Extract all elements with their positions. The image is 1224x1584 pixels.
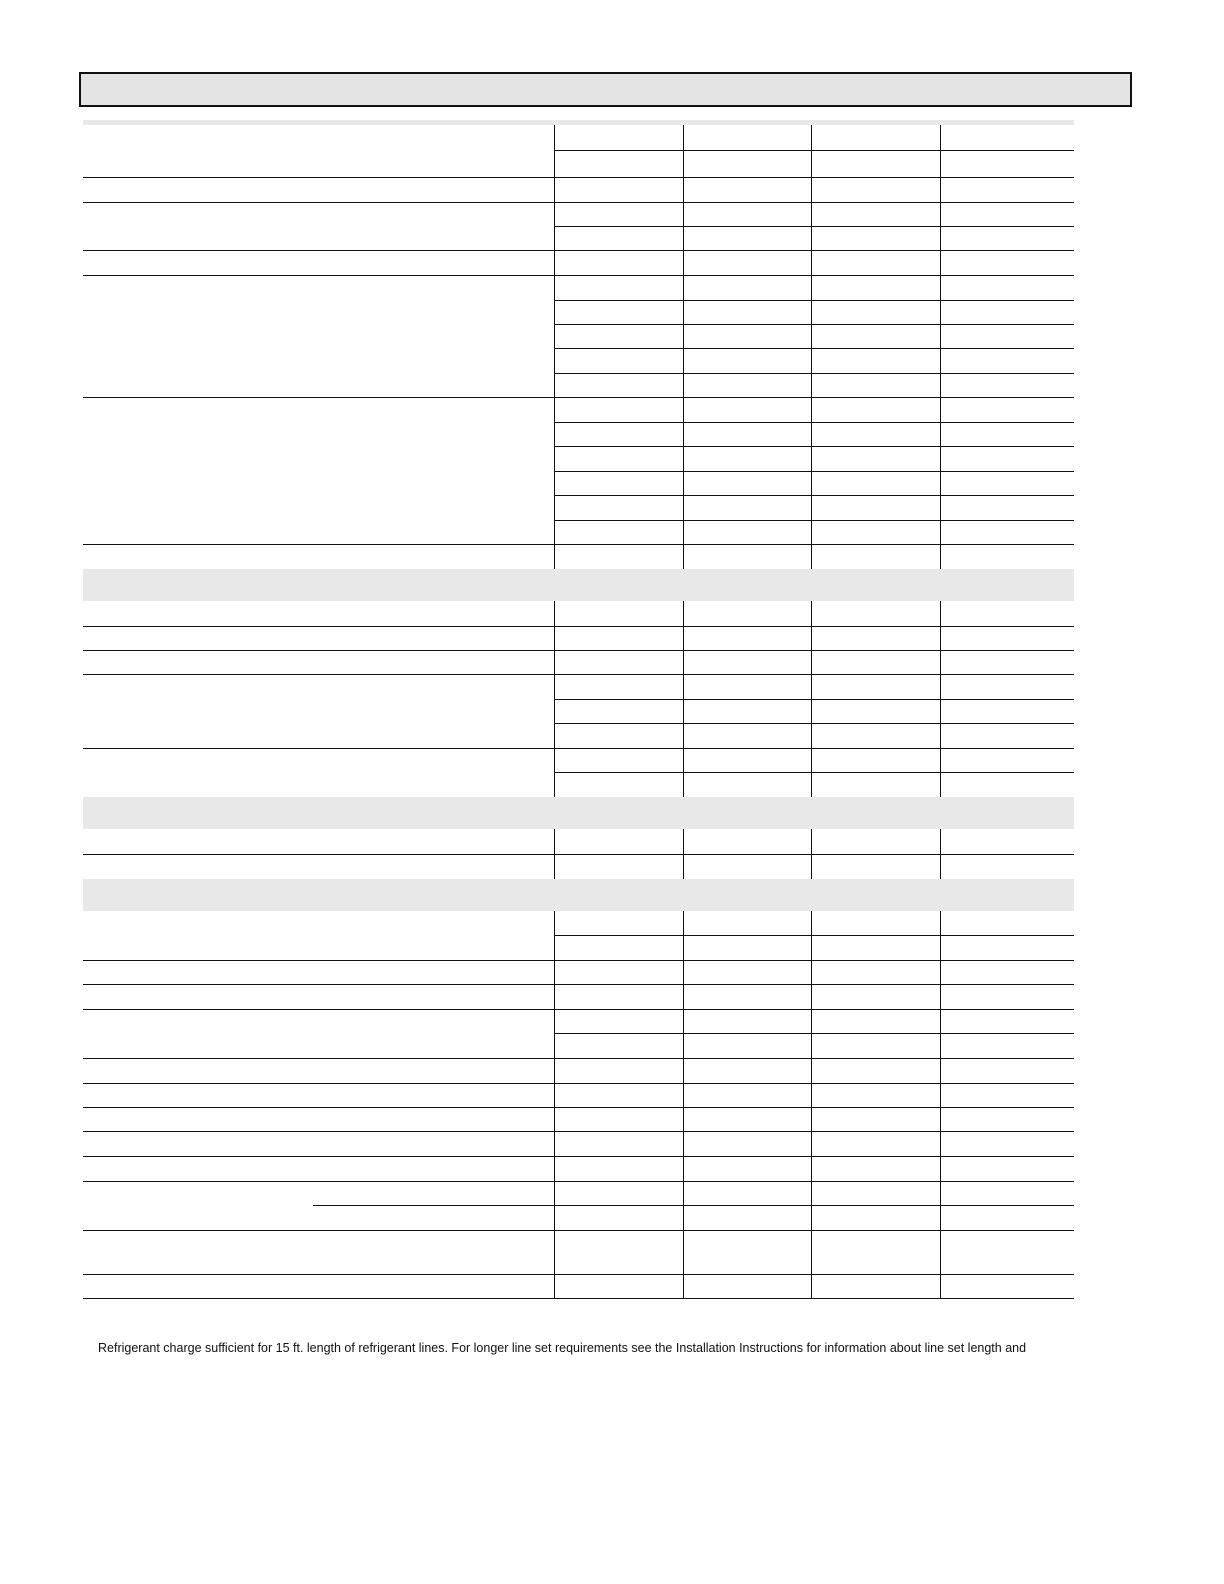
table-subrow-divider bbox=[554, 935, 1074, 936]
table-column-divider bbox=[940, 829, 941, 879]
table-row-divider bbox=[83, 397, 1074, 398]
table-subrow-divider bbox=[554, 520, 1074, 521]
table-row-divider bbox=[83, 1058, 1074, 1059]
table-column-divider bbox=[940, 601, 941, 797]
table-row-divider bbox=[83, 854, 1074, 855]
table-subrow-divider bbox=[554, 422, 1074, 423]
table-row-divider bbox=[83, 177, 1074, 178]
table-row-divider bbox=[83, 250, 1074, 251]
table-column-divider bbox=[554, 829, 555, 879]
table-row-divider bbox=[83, 1156, 1074, 1157]
table-row-divider bbox=[83, 275, 1074, 276]
table-subrow-divider bbox=[554, 226, 1074, 227]
table-row-divider bbox=[83, 1181, 1074, 1182]
table-column-divider bbox=[811, 125, 812, 569]
section-header-band bbox=[83, 120, 1074, 125]
table-subrow-divider bbox=[554, 150, 1074, 151]
section-header-band bbox=[83, 569, 1074, 601]
table-column-divider bbox=[683, 601, 684, 797]
footnote: Refrigerant charge sufficient for 15 ft. length of refrigerant lines. For longer line set requirements see the Installation Instructions for information about line set length and bbox=[98, 1341, 1027, 1355]
table-column-divider bbox=[683, 911, 684, 1298]
table-row-divider bbox=[83, 1230, 1074, 1231]
table-column-divider bbox=[811, 911, 812, 1298]
table-column-divider bbox=[940, 125, 941, 569]
table-subrow-divider bbox=[313, 1205, 1074, 1206]
table-subrow-divider bbox=[554, 324, 1074, 325]
table-row-divider bbox=[83, 1274, 1074, 1275]
table-row-divider bbox=[83, 202, 1074, 203]
table-row-divider bbox=[83, 1131, 1074, 1132]
table-column-divider bbox=[683, 829, 684, 879]
table-subrow-divider bbox=[554, 471, 1074, 472]
table-subrow-divider bbox=[554, 699, 1074, 700]
table-row-divider bbox=[83, 1083, 1074, 1084]
section-header-band bbox=[83, 879, 1074, 911]
table-subrow-divider bbox=[554, 348, 1074, 349]
table-row-divider bbox=[83, 650, 1074, 651]
table-row-divider bbox=[83, 626, 1074, 627]
table-subrow-divider bbox=[554, 300, 1074, 301]
table-column-divider bbox=[683, 125, 684, 569]
table-column-divider bbox=[554, 911, 555, 1298]
table-subrow-divider bbox=[554, 446, 1074, 447]
table-column-divider bbox=[940, 911, 941, 1298]
table-subrow-divider bbox=[554, 723, 1074, 724]
table-row-divider bbox=[83, 544, 1074, 545]
table-column-divider bbox=[554, 125, 555, 569]
table-subrow-divider bbox=[554, 772, 1074, 773]
table-subrow-divider bbox=[554, 495, 1074, 496]
table-row-divider bbox=[83, 748, 1074, 749]
table-subrow-divider bbox=[554, 373, 1074, 374]
table-row-divider bbox=[83, 960, 1074, 961]
table-row-divider bbox=[83, 984, 1074, 985]
section-header-band bbox=[83, 797, 1074, 829]
table-row-divider bbox=[83, 1009, 1074, 1010]
table-subrow-divider bbox=[554, 1033, 1074, 1034]
table-column-divider bbox=[811, 829, 812, 879]
table-column-divider bbox=[811, 601, 812, 797]
table-row-divider bbox=[83, 1298, 1074, 1299]
table-row-divider bbox=[83, 674, 1074, 675]
table-column-divider bbox=[554, 601, 555, 797]
table-row-divider bbox=[83, 1107, 1074, 1108]
